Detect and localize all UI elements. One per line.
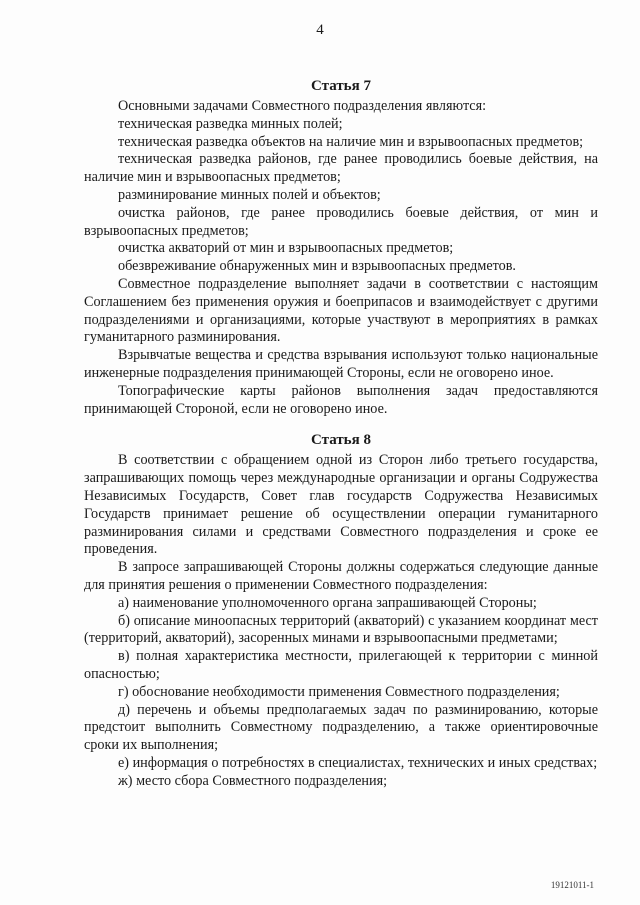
paragraph: в) полная характеристика местности, прилегающей к территории с минной опасностью; — [84, 648, 598, 682]
paragraph: очистка акваторий от мин и взрывоопасных предметов; — [118, 240, 454, 257]
paragraph: е) информация о потребностях в специалистах, технических и иных средствах; — [118, 754, 598, 771]
paragraph: Основными задачами Совместного подразделения являются: — [118, 98, 487, 114]
paragraph: Взрывчатые вещества и средства взрывания используют только национальные инженерные подразделения принимающей Стороны, если не оговорено иное. — [84, 347, 598, 381]
paragraph: а) наименование уполномоченного органа запрашивающей Стороны; — [118, 594, 537, 611]
paragraph: д) перечень и объемы предполагаемых задач по разминированию, которые предстоит выполнить Совместному подразделению, а также ориентировочные сроки их выполнения; — [84, 701, 598, 754]
paragraph: г) обоснование необходимости применения Совместного подразделения; — [118, 683, 560, 700]
paragraph: техническая разведка объектов на наличие мин и взрывоопасных предметов; — [118, 133, 584, 150]
paragraph: В запросе запрашивающей Стороны должны содержаться следующие данные для принятия решения о применении Совместного подразделения: — [84, 559, 598, 593]
paragraph: обезвреживание обнаруженных мин и взрывоопасных предметов. — [118, 258, 516, 275]
paragraph: б) описание миноопасных территорий (акваторий) с указанием координат мест (территорий, акваторий), засоренных минами и взрывоопасными предметами; — [84, 612, 598, 647]
paragraph: Совместное подразделение выполняет задачи в соответствии с настоящим Соглашением без применения оружия и боеприпасов и взаимодействует с другими подразделениями и организациями, которые участвуют в мероприятиях в рамках гуманитарного разминирования. — [84, 275, 598, 346]
document-body — [84, 78, 598, 790]
article-8-title: Статья 8 — [311, 432, 371, 449]
paragraph: В соответствии с обращением одной из Сторон либо третьего государства, запрашивающих помощь через международные организации и органы Содружества Независимых Государств, Совет глав государств Содружества Независимых Государств принимает решение об осуществлении операции гуманитарного разминирования силами и средствами Совместного подразделения и сроке ее проведения. — [84, 452, 598, 558]
article-7-body — [84, 98, 598, 418]
paragraph: ж) место сбора Совместного подразделения; — [118, 772, 388, 789]
paragraph: Топографические карты районов выполнения задач предоставляются принимающей Стороной, если не оговорено иное. — [84, 382, 598, 417]
paragraph: техническая разведка районов, где ранее проводились боевые действия, на наличие мин и взрывоопасных предметов; — [84, 151, 598, 186]
paragraph: техническая разведка минных полей; — [118, 115, 343, 132]
article-8-body — [84, 452, 598, 790]
paragraph: очистка районов, где ранее проводились боевые действия, от мин и взрывоопасных предметов; — [84, 204, 598, 239]
paragraph: разминирование минных полей и объектов; — [118, 186, 381, 203]
page-number: 4 — [316, 22, 324, 38]
document-code: 19121011-1 — [550, 880, 594, 890]
article-7-title: Статья 7 — [311, 78, 371, 94]
